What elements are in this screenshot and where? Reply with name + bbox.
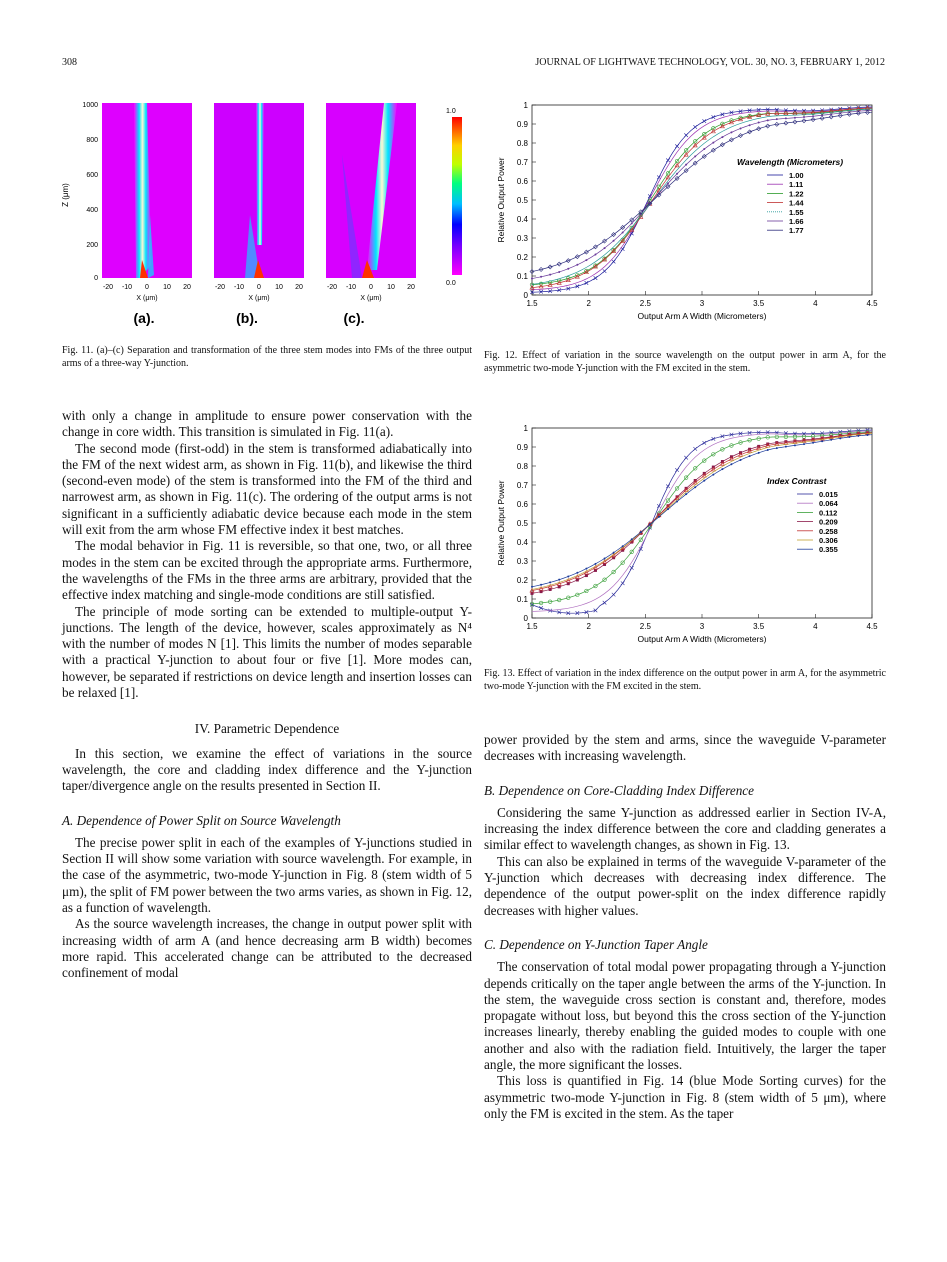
data-point — [785, 446, 787, 448]
y-tick-label: 0.9 — [516, 120, 528, 129]
svg-text:600: 600 — [86, 172, 98, 179]
left-p2: The second mode (first-odd) in the stem is transformed adiabatically into the FM of the next widest arm, as shown in Fig. 11(b), and likewise the third (second-even mode) of the stem is transformed into the FM of the third and narrowest arm, as shown in Fig. 11(c). The ordering of the output arms is not significant in a sufficiently adiabatic device because each mode in the stem will exit from the arm whose FM effective index it best matches. — [62, 440, 472, 538]
data-point — [567, 268, 569, 270]
legend-entry: 1.66 — [789, 217, 804, 226]
y-tick-label: 0.5 — [516, 196, 528, 205]
svg-text:X (μm): X (μm) — [136, 295, 158, 302]
data-point — [694, 486, 696, 488]
svg-text:-20: -20 — [102, 284, 114, 291]
data-point — [684, 456, 688, 460]
right-p2: Considering the same Y-junction as addressed earlier in Section IV-A, increasing the index difference between the core and cladding generates a similar effect to wavelength changes, as shown in Fig. 13. — [484, 804, 886, 853]
data-point — [676, 501, 678, 503]
svg-text:0: 0 — [257, 284, 261, 291]
data-point — [539, 606, 543, 610]
svg-text:0: 0 — [94, 275, 98, 282]
y-tick-label: 1 — [523, 101, 528, 110]
x-tick-label: 2.5 — [639, 622, 651, 631]
data-point — [803, 116, 805, 118]
data-point — [585, 281, 589, 285]
y-tick-label: 0 — [523, 291, 528, 300]
fig11-heatmaps — [62, 95, 472, 330]
data-point — [666, 484, 670, 488]
y-tick-label: 0.9 — [516, 443, 528, 452]
data-point — [703, 148, 705, 150]
svg-text:20: 20 — [407, 284, 415, 291]
data-point — [776, 118, 778, 120]
data-point — [531, 586, 533, 588]
data-point — [776, 447, 778, 449]
svg-text:X (μm): X (μm) — [360, 295, 382, 302]
series-line-1.00 — [532, 107, 872, 292]
data-point — [712, 474, 714, 476]
svg-text:200: 200 — [86, 242, 98, 249]
y-tick-label: 0.4 — [516, 215, 528, 224]
data-point — [839, 437, 841, 439]
y-tick-label: 0.2 — [516, 253, 528, 262]
data-point — [794, 444, 796, 446]
data-point — [631, 222, 633, 224]
data-point — [540, 584, 542, 586]
x-tick-label: 4 — [813, 299, 818, 308]
fig12-chart — [492, 95, 887, 340]
svg-text:-10: -10 — [233, 284, 245, 291]
svg-text:10: 10 — [387, 284, 395, 291]
fig11-y-ticks — [82, 102, 98, 282]
data-point — [640, 531, 642, 533]
data-point — [603, 269, 607, 273]
fig13-caption: Fig. 13. Effect of variation in the index difference on the output power in arm A, for the asymmetric two-mode Y-junction with the FM excited in the stem. — [484, 668, 886, 692]
x-axis-label: Output Arm A Width (Micrometers) — [637, 634, 767, 644]
fig11-panel-a — [102, 103, 192, 278]
y-tick-label: 0.6 — [516, 177, 528, 186]
data-point — [612, 260, 616, 264]
legend-entry: 0.258 — [819, 526, 838, 536]
data-point — [702, 119, 706, 123]
data-point — [558, 585, 561, 588]
data-point — [549, 274, 551, 276]
svg-text:(c).: (c). — [343, 310, 365, 326]
left-p5: In this section, we examine the effect of variations in the source wavelength, the core and cladding index difference and the Y-junction taper/divergence angle on the results presented in Section II. — [62, 745, 472, 794]
data-point — [685, 493, 687, 495]
right-p1: power provided by the stem and arms, since the waveguide V-parameter decreases with increasing wavelength. — [484, 732, 886, 764]
data-point — [667, 182, 669, 184]
data-point — [613, 552, 615, 554]
data-point — [758, 122, 760, 124]
data-point — [749, 124, 751, 126]
svg-text:-10: -10 — [345, 284, 357, 291]
data-point — [676, 173, 678, 175]
y-tick-label: 0.7 — [516, 158, 528, 167]
x-tick-label: 3.5 — [753, 622, 765, 631]
colorbar-max: 1.0 — [446, 108, 456, 115]
right-p4: The conservation of total modal power propagating through a Y-junction depends critically on the taper angle between the arms of the Y-junction. In the stem, the waveguide cross section is constant and, therefore, modes propagate without loss, but beyond this the cross section of the Y-junction increases linearly, thereby enabling the guided modes to couple with one another and also with the radiation field. Intuitively, the larger the taper angle, the more significant the losses. — [484, 959, 886, 1073]
data-point — [622, 545, 624, 547]
y-tick-label: 0.8 — [516, 139, 528, 148]
svg-text:20: 20 — [183, 284, 191, 291]
data-point — [540, 590, 543, 593]
journal-header: JOURNAL OF LIGHTWAVE TECHNOLOGY, VOL. 30, NO. 3, FEBRUARY 1, 2012 — [535, 57, 885, 68]
data-point — [594, 569, 597, 572]
data-point — [585, 568, 587, 570]
data-point — [594, 254, 596, 256]
y-tick-label: 0.5 — [516, 519, 528, 528]
svg-text:-10: -10 — [121, 284, 133, 291]
series-line-1.44 — [532, 108, 872, 288]
data-point — [567, 575, 569, 577]
legend-entry: 1.11 — [789, 180, 804, 190]
data-point — [812, 115, 814, 117]
data-point — [703, 480, 705, 482]
svg-text:1000: 1000 — [82, 102, 98, 109]
legend-entry: 0.015 — [819, 490, 838, 499]
legend-entry: 0.064 — [819, 499, 838, 509]
data-point — [630, 566, 634, 570]
x-tick-label: 3 — [699, 622, 705, 631]
data-point — [613, 240, 615, 242]
data-point — [604, 558, 606, 560]
plot-frame — [532, 105, 872, 295]
data-point — [730, 131, 732, 133]
data-point — [821, 440, 823, 442]
data-point — [585, 574, 588, 577]
data-point — [685, 164, 687, 166]
data-point — [675, 468, 679, 472]
svg-text:-20: -20 — [214, 284, 226, 291]
legend-entry: 1.44 — [789, 198, 804, 208]
data-point — [649, 524, 651, 526]
x-tick-label: 4 — [813, 622, 818, 631]
left-column — [62, 408, 472, 982]
data-point — [740, 459, 742, 461]
svg-text:0: 0 — [369, 284, 373, 291]
data-point — [712, 115, 716, 119]
y-tick-label: 1 — [523, 424, 528, 433]
data-point — [767, 449, 769, 451]
left-p3: The modal behavior in Fig. 11 is reversible, so that one, two, or all three modes in the stem can be excited through the appropriate arms. Furthermore, the wavelengths of the FMs in the three arms are arbitrary, provided that the effective index matching and single-mode conditions are still satisfied. — [62, 538, 472, 603]
svg-text:0: 0 — [145, 284, 149, 291]
data-point — [567, 582, 570, 585]
fig11-x-labels — [136, 295, 381, 302]
data-point — [631, 538, 633, 540]
x-tick-label: 4.5 — [866, 622, 878, 631]
data-point — [604, 247, 606, 249]
data-point — [693, 447, 697, 451]
right-column — [484, 732, 886, 1122]
data-point — [812, 442, 814, 444]
data-point — [558, 579, 560, 581]
fig12-caption: Fig. 12. Effect of variation in the source wavelength on the output power in arm A, for the asymmetric two-mode Y-junction with the FM excited in the stem. — [484, 350, 886, 374]
x-axis-label: Output Arm A Width (Micrometers) — [637, 311, 767, 321]
svg-text:20: 20 — [295, 284, 303, 291]
data-point — [622, 231, 624, 233]
data-point — [594, 563, 596, 565]
legend-entry: 0.209 — [819, 517, 838, 527]
y-tick-label: 0.4 — [516, 538, 528, 547]
y-tick-label: 0.7 — [516, 481, 528, 490]
data-point — [594, 276, 598, 280]
data-point — [721, 136, 723, 138]
data-point — [531, 278, 533, 280]
data-point — [758, 452, 760, 454]
data-point — [866, 434, 868, 436]
data-point — [667, 508, 669, 510]
section-c-heading: C. Dependence on Y-Junction Taper Angle — [484, 936, 708, 952]
data-point — [693, 125, 697, 129]
series-line-1.22 — [532, 109, 872, 285]
data-point — [712, 142, 714, 144]
x-tick-label: 3.5 — [753, 299, 765, 308]
data-point — [549, 588, 552, 591]
data-point — [712, 437, 716, 441]
legend-entry: 1.00 — [789, 171, 804, 180]
data-point — [694, 155, 696, 157]
data-point — [666, 158, 670, 162]
data-point — [749, 455, 751, 457]
y-tick-label: 0.8 — [516, 462, 528, 471]
y-tick-label: 0.2 — [516, 576, 528, 585]
data-point — [576, 578, 579, 581]
left-p6: The precise power split in each of the examples of Y-junctions studied in Section II will show some variation with source wavelength. For example, in the case of the asymmetric, two-mode Y-junction in Fig. 8 (stem width of 5 μm), the split of FM power between the two arms varies, as shown in Fig. 12, as a function of wavelength. — [62, 834, 472, 916]
legend-entry: 0.112 — [819, 508, 838, 518]
data-point — [576, 572, 578, 574]
data-point — [848, 436, 850, 438]
x-tick-label: 4.5 — [866, 299, 878, 308]
data-point — [621, 581, 625, 585]
data-point — [785, 117, 787, 119]
left-p7: As the source wavelength increases, the change in output power split with increasing width of arm A (and hence decreasing arm B width) becomes more rapid. This accelerated change can be attributed to the decreased confinement of modal — [62, 916, 472, 981]
fig11-z-label: Z (μm) — [61, 183, 70, 207]
legend-entry: 1.55 — [789, 207, 804, 217]
data-point — [767, 119, 769, 121]
legend-entry: 1.77 — [789, 226, 804, 236]
x-tick-label: 2.5 — [639, 299, 651, 308]
left-p1: with only a change in amplitude to ensure power conservation with the change in core width. This transition is simulated in Fig. 11(a). — [62, 408, 472, 440]
svg-text:800: 800 — [86, 137, 98, 144]
section-iv-heading: IV. Parametric Dependence — [194, 721, 340, 737]
fig11-panel-c — [326, 103, 416, 278]
y-tick-label: 0.6 — [516, 500, 528, 509]
svg-text:10: 10 — [163, 284, 171, 291]
y-axis-label: Relative Output Power — [496, 157, 506, 243]
svg-text:(a).: (a). — [133, 310, 155, 326]
data-point — [830, 439, 832, 441]
section-b-heading: B. Dependence on Core-Cladding Index Difference — [484, 782, 755, 798]
data-point — [549, 581, 551, 583]
data-point — [730, 463, 732, 465]
x-tick-label: 2 — [586, 622, 591, 631]
y-tick-label: 0.1 — [516, 595, 528, 604]
left-p4: The principle of mode sorting can be extended to multiple-output Y-junctions. The length of the device, however, scales approximately as N⁴ with the number of modes N [1]. This limits the number of modes separable with a practical Y-junction to about four or five [1]. More modes can, however, be separated if restrictions on device length and insertion losses can be relaxed [1]. — [62, 603, 472, 701]
svg-text:-20: -20 — [326, 284, 338, 291]
data-point — [803, 443, 805, 445]
legend-entry: 0.306 — [819, 536, 838, 545]
fig11-x-ticks — [103, 284, 415, 291]
data-point — [576, 264, 578, 266]
fig11-panel-b — [214, 103, 304, 278]
data-point — [612, 593, 616, 597]
right-p5: This loss is quantified in Fig. 14 (blue Mode Sorting curves) for the asymmetric two-mode Y-junction in Fig. 8 (stem width of 5 μm), where only the FM is excited in the stem. As the taper — [484, 1073, 886, 1121]
data-point — [540, 276, 542, 278]
data-point — [721, 468, 723, 470]
data-point — [658, 516, 660, 518]
data-point — [857, 435, 859, 437]
section-a-heading: A. Dependence of Power Split on Source Wavelength — [62, 812, 341, 828]
data-point — [794, 117, 796, 119]
x-tick-label: 1.5 — [526, 299, 538, 308]
data-point — [675, 144, 679, 148]
data-point — [657, 504, 661, 508]
fig11-caption: Fig. 11. (a)–(c) Separation and transformation of the three stem modes into FMs of the three output arms of a three-way Y-junction. — [62, 345, 472, 369]
data-point — [603, 601, 607, 605]
page-number: 308 — [62, 57, 77, 68]
svg-text:10: 10 — [275, 284, 283, 291]
fig11-colorbar — [452, 117, 462, 275]
y-tick-label: 0.3 — [516, 557, 528, 566]
y-tick-label: 0.1 — [516, 272, 528, 281]
data-point — [740, 127, 742, 129]
svg-text:X (μm): X (μm) — [248, 295, 270, 302]
right-p3: This can also be explained in terms of the waveguide V-parameter of the Y-junction which decreases with decreasing index difference. The dependence of the output power-split on the index difference rapidly decreases with higher values. — [484, 853, 886, 918]
y-tick-label: 0.3 — [516, 234, 528, 243]
data-point — [558, 271, 560, 273]
legend-title: Index Contrast — [767, 476, 827, 486]
y-tick-label: 0 — [523, 614, 528, 623]
legend-title: Wavelength (Micrometers) — [737, 157, 844, 167]
svg-text:(b).: (b). — [236, 310, 258, 326]
data-point — [585, 259, 587, 261]
fig13-chart — [492, 418, 887, 653]
svg-text:400: 400 — [86, 207, 98, 214]
legend-entry: 1.22 — [789, 189, 804, 199]
colorbar-min: 0.0 — [446, 280, 456, 287]
fig11-panel-labels — [134, 310, 365, 326]
x-tick-label: 3 — [699, 299, 705, 308]
data-point — [684, 133, 688, 137]
data-point — [702, 441, 706, 445]
series-line-1.11 — [532, 108, 872, 290]
y-axis-label: Relative Output Power — [496, 480, 506, 566]
x-tick-label: 1.5 — [526, 622, 538, 631]
x-tick-label: 2 — [586, 299, 591, 308]
legend-entry: 0.355 — [819, 545, 838, 555]
